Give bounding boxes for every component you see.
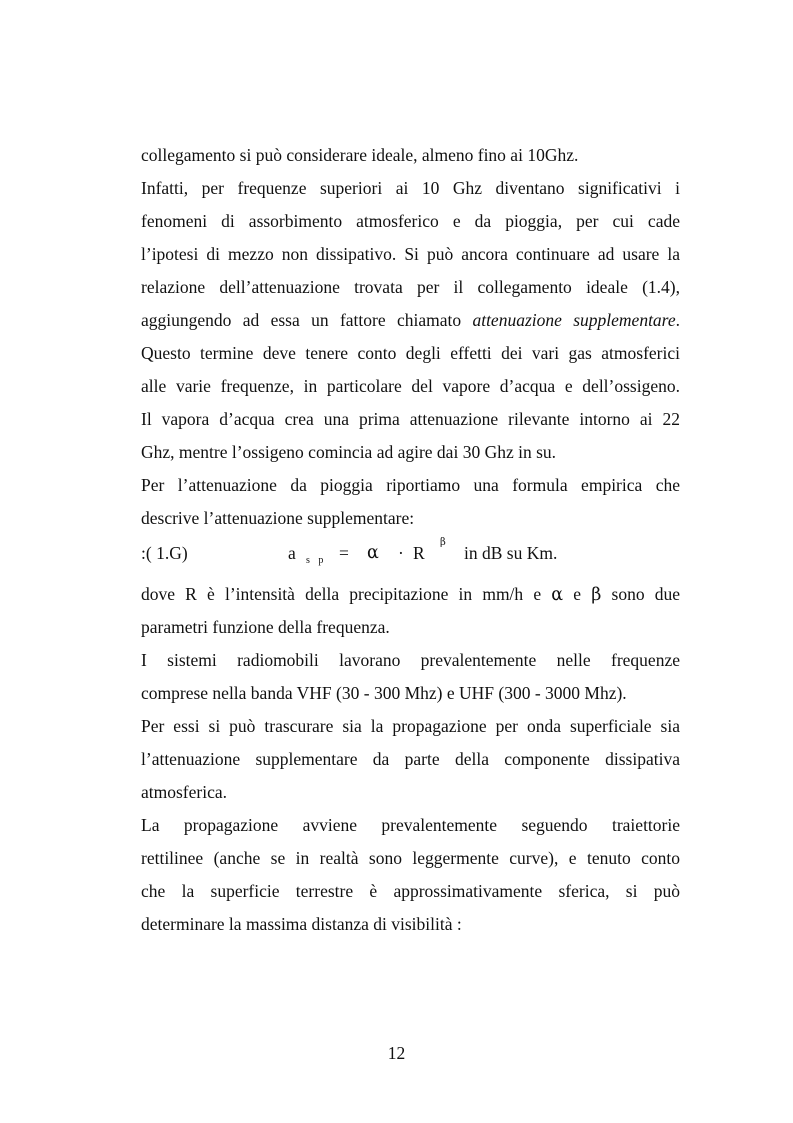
formula-lhs: a [288, 543, 296, 563]
formula-label: :( 1.G) [141, 543, 188, 563]
text-line: rettilinee (anche se in realtà sono leggermente curve), e tenuto conto [141, 848, 680, 868]
paragraph-formula-explanation [141, 578, 680, 644]
formula-unit: in dB su Km. [464, 543, 558, 563]
paragraph-radiomobile [141, 644, 680, 710]
text-line: La propagazione avviene prevalentemente seguendo traiettorie [141, 815, 680, 835]
formula-r: R [413, 543, 425, 563]
text-line: Questo termine deve tenere conto degli effetti dei vari gas atmosferici [141, 343, 680, 363]
paragraph-visibility [141, 809, 680, 941]
text-line: relazione dell’attenuazione trovata per il collegamento ideale (1.4), [141, 277, 680, 297]
paragraph-rain-attenuation [141, 469, 680, 535]
text-line: descrive l’attenuazione supplementare: [141, 508, 415, 528]
text-line: fenomeni di assorbimento atmosferico e da pioggia, per cui cade [141, 211, 680, 231]
text-line: parametri funzione della frequenza. [141, 617, 390, 637]
text-line: determinare la massima distanza di visibilità : [141, 914, 462, 934]
formula-1g [141, 536, 701, 570]
alpha-symbol: α [551, 585, 564, 605]
formula-equals: = [339, 543, 349, 563]
text-line: I sistemi radiomobili lavorano prevalentemente nelle frequenze [141, 650, 680, 670]
text-line: che la superficie terrestre è approssimativamente sferica, si può [141, 881, 680, 901]
text-line: comprese nella banda VHF (30 - 300 Mhz) e UHF (300 - 3000 Mhz). [141, 683, 627, 703]
page-number: 12 [387, 1043, 406, 1063]
text-line-with-symbols: dove R è l’intensità della precipitazione in mm/h e α e β sono due [141, 584, 681, 605]
beta-superscript: β [440, 537, 446, 548]
text-line: l’ipotesi di mezzo non dissipativo. Si può ancora continuare ad usare la [141, 244, 680, 264]
paragraph-intro [141, 139, 680, 172]
text-line: Per essi si può trascurare sia la propagazione per onda superficiale sia [141, 716, 680, 736]
text-line: Per l’attenuazione da pioggia riportiamo una formula empirica che [141, 475, 680, 495]
paragraph-high-frequency [141, 172, 680, 469]
emphasis-term: attenuazione supplementare [472, 310, 676, 330]
text-line: Infatti, per frequenze superiori ai 10 Ghz diventano significativi i [141, 178, 680, 198]
text-line: Il vapora d’acqua crea una prima attenuazione rilevante intorno ai 22 [141, 409, 680, 429]
text-line: l’attenuazione supplementare da parte della componente dissipativa [141, 749, 680, 769]
text-line-with-emphasis: aggiungendo ad essa un fattore chiamato attenuazione supplementare. [141, 310, 680, 330]
text-line: Ghz, mentre l’ossigeno comincia ad agire dai 30 Ghz in su. [141, 442, 557, 462]
paragraph-propagation-neglect [141, 710, 680, 809]
text-line: atmosferica. [141, 782, 227, 802]
alpha-symbol: α [367, 543, 379, 563]
text-line: alle varie frequenze, in particolare del vapore d’acqua e dell’ossigeno. [141, 376, 680, 396]
text-line: collegamento si può considerare ideale, almeno fino ai 10Ghz. [141, 145, 579, 165]
beta-symbol: β [591, 585, 602, 605]
formula-subscript: s p [306, 555, 327, 566]
formula-dot: · [398, 543, 404, 563]
